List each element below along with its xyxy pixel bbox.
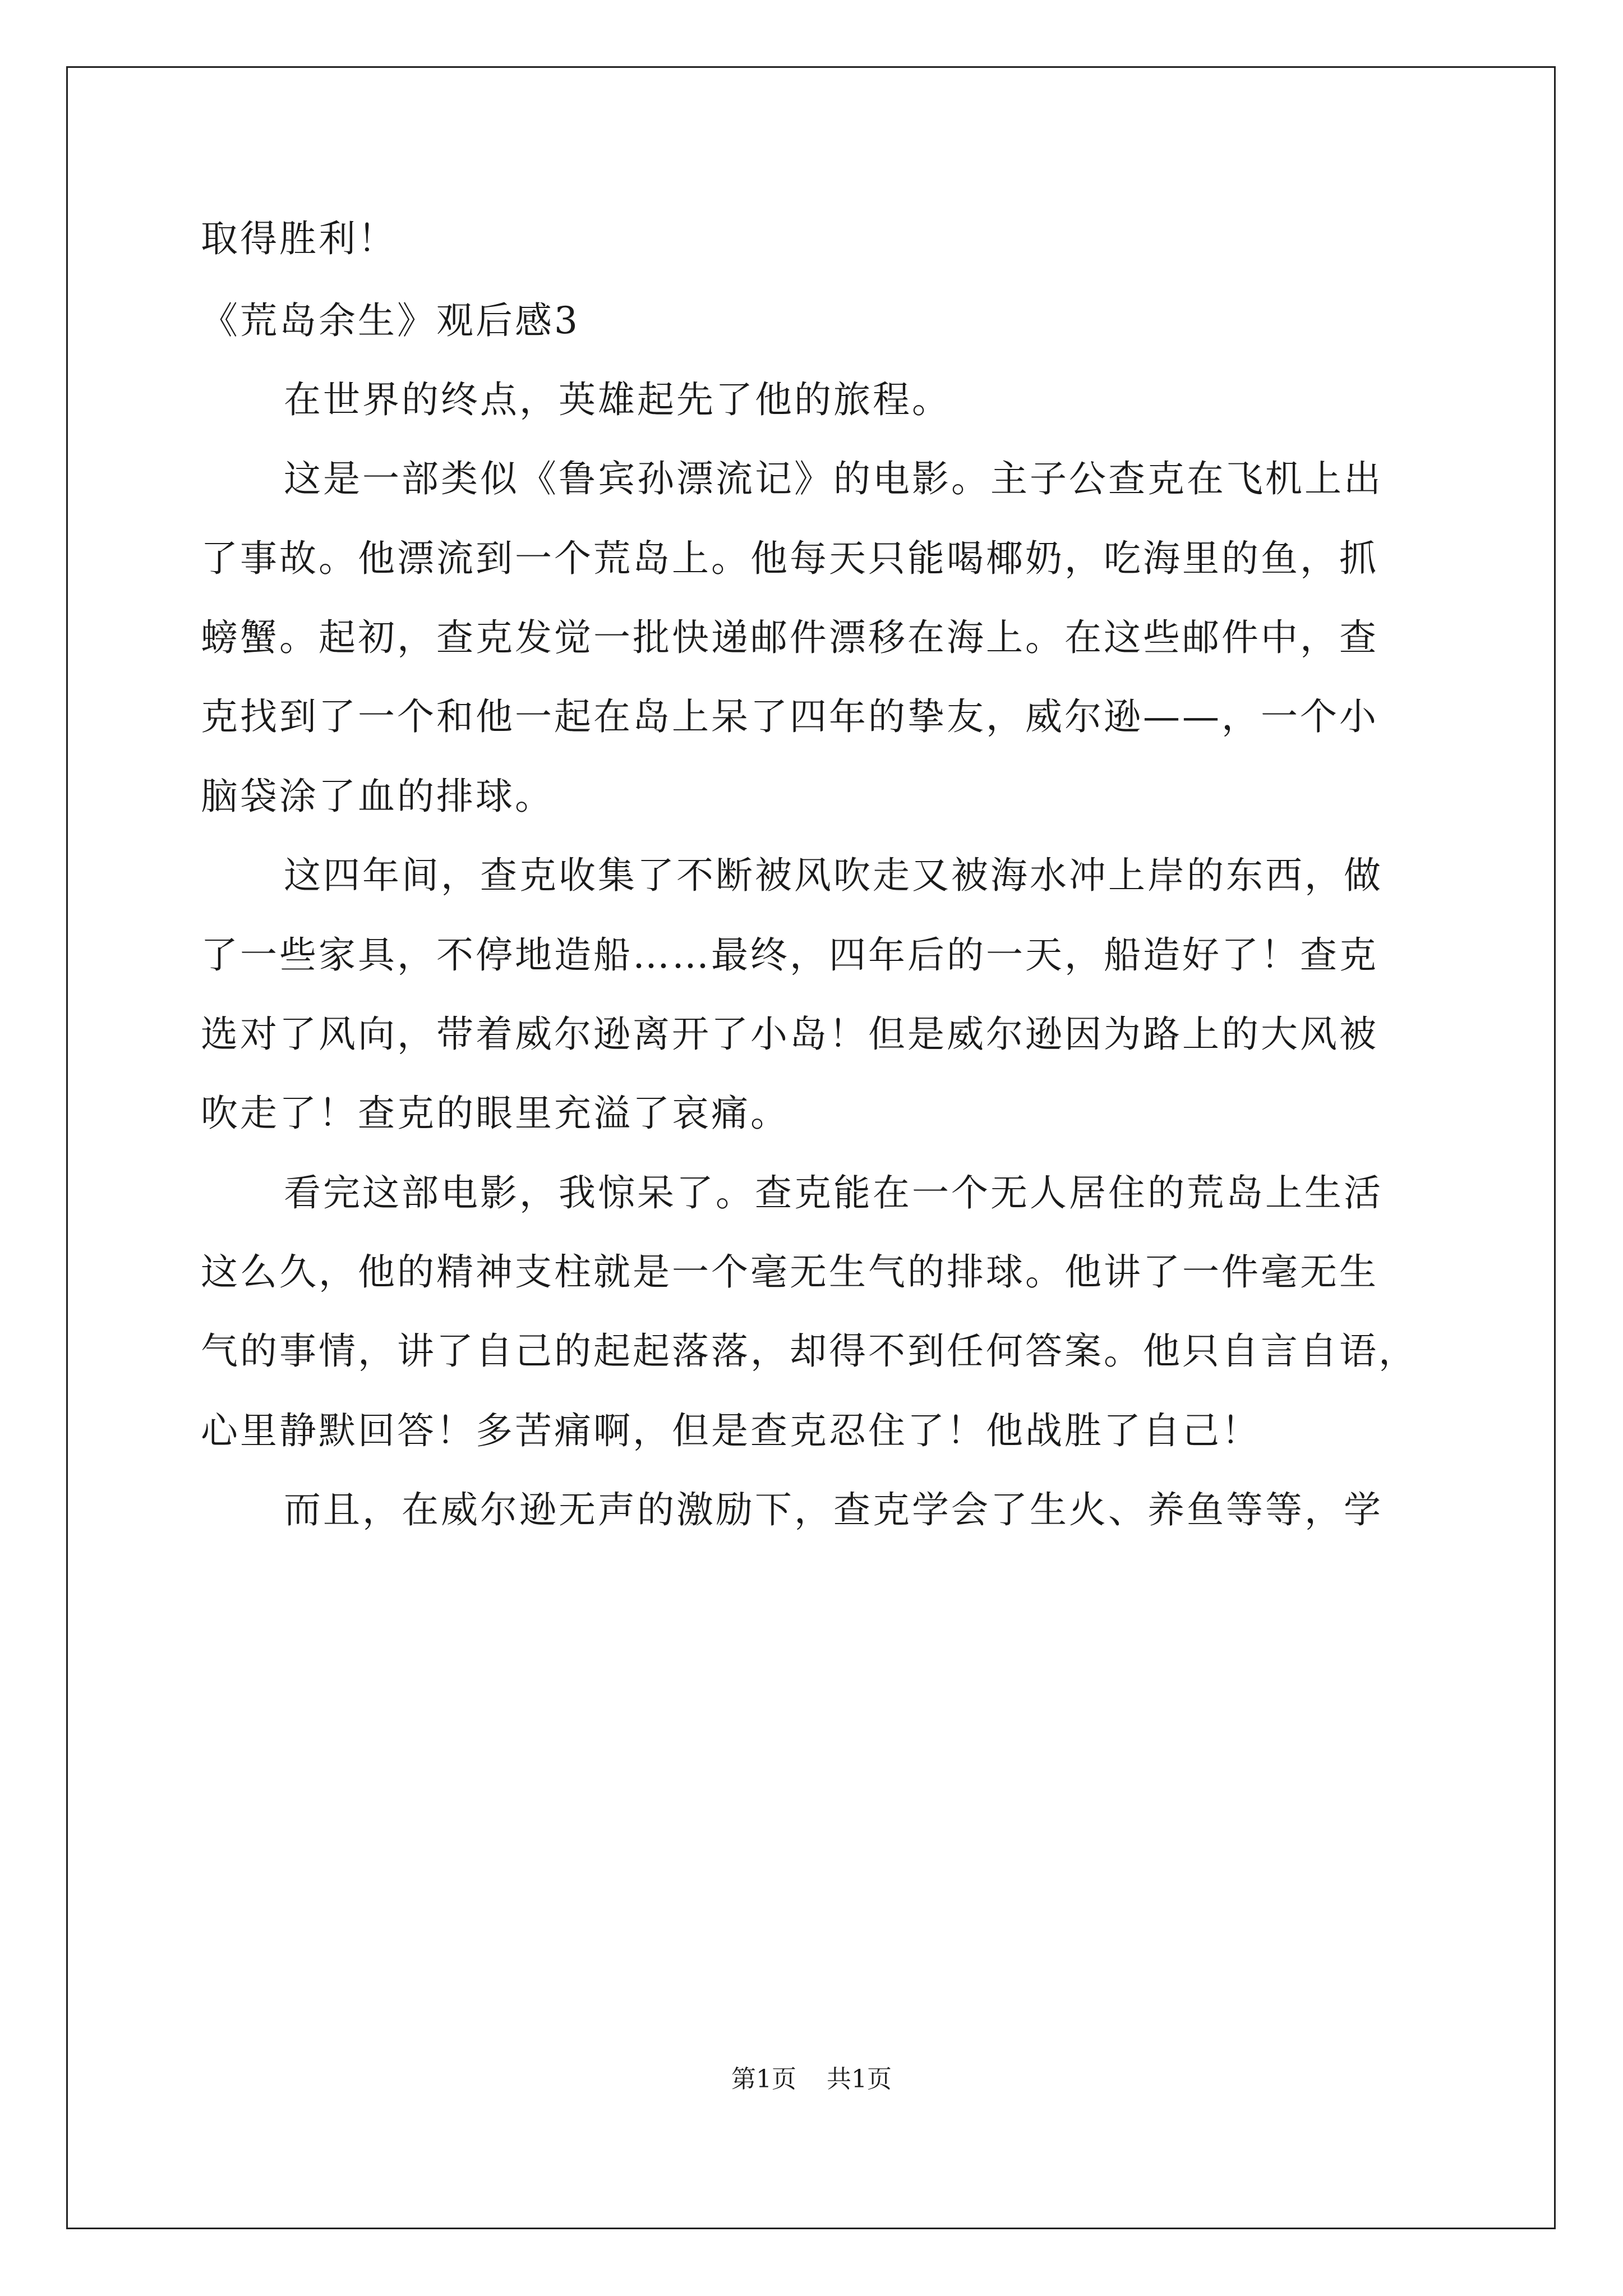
text-line: 脑袋涂了血的排球。 [201,775,554,818]
paragraph-first-line: 在世界的终点，英雄起先了他的旅程。 [284,378,951,421]
paragraph-first-line: 这是一部类似《鲁宾孙漂流记》的电影。主子公查克在飞机上出 [284,457,1383,500]
section-heading: 《荒岛余生》观后感3 [201,299,580,342]
text-line: 心里静默回答！多苦痛啊，但是查克忍住了！他战胜了自己！ [201,1409,1261,1452]
text-line: 了一些家具，不停地造船……最终，四年后的一天，船造好了！查克 [201,933,1378,977]
text-line: 了事故。他漂流到一个荒岛上。他每天只能喝椰奶，吃海里的鱼，抓 [201,537,1378,580]
text-line: 螃蟹。起初，查克发觉一批快递邮件漂移在海上。在这些邮件中，查 [201,616,1378,659]
text-line: 这么久，他的精神支柱就是一个毫无生气的排球。他讲了一件毫无生 [201,1250,1378,1294]
text-line: 选对了风向，带着威尔逊离开了小岛！但是威尔逊因为路上的大风被 [201,1013,1378,1056]
page-footer [0,2067,1623,2092]
paragraph-first-line: 这四年间，查克收集了不断被风吹走又被海水冲上岸的东西，做 [284,854,1383,897]
text-line: 气的事情，讲了自己的起起落落，却得不到任何答案。他只自言自语， [201,1329,1418,1373]
page-number: 第1页 [731,2065,796,2093]
text-line: 吹走了！查克的眼里充溢了哀痛。 [201,1092,790,1135]
text-line: 克找到了一个和他一起在岛上呆了四年的挚友，威尔逊——，一个小 [201,695,1378,738]
paragraph-first-line: 而且，在威尔逊无声的激励下，查克学会了生火、养鱼等等，学 [284,1488,1383,1531]
page-total: 共1页 [827,2065,892,2093]
text-line: 取得胜利！ [201,217,397,260]
paragraph-first-line: 看完这部电影，我惊呆了。查克能在一个无人居住的荒岛上生活 [284,1171,1383,1214]
